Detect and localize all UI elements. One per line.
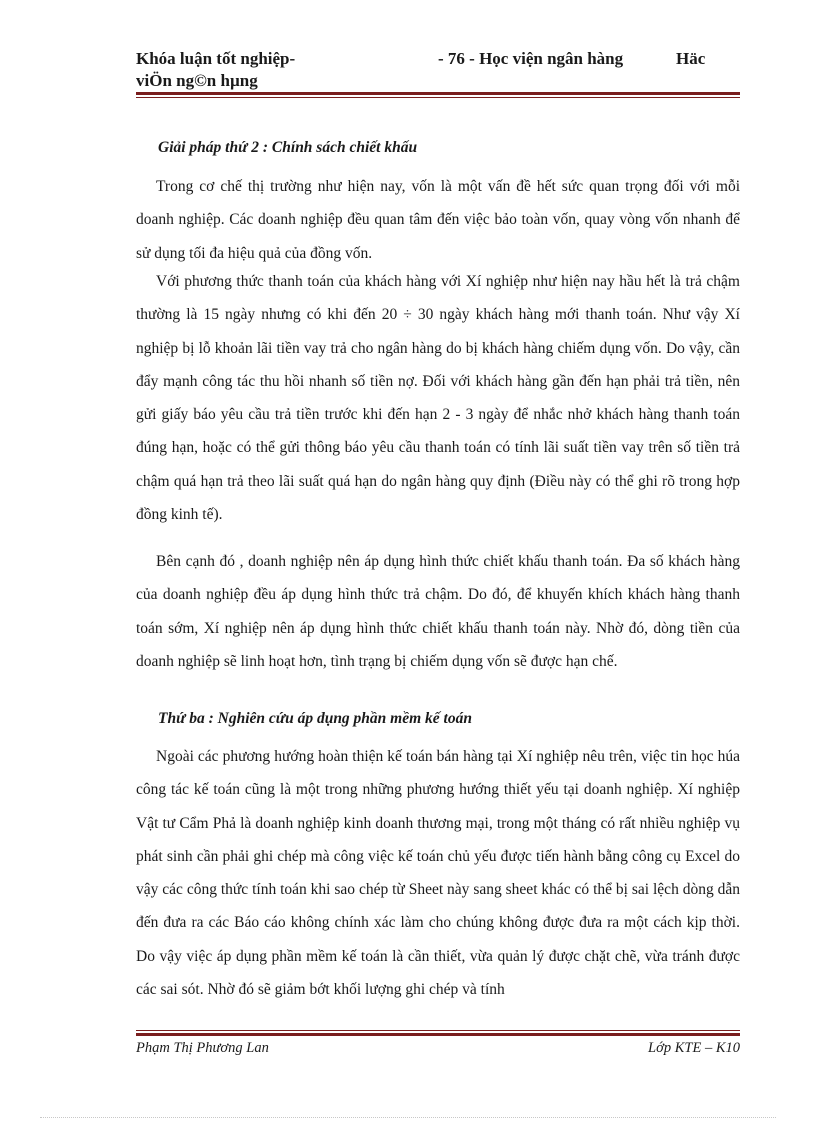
footer-author: Phạm Thị Phương Lan	[136, 1040, 269, 1056]
header-divider	[136, 92, 740, 98]
footer-divider	[136, 1030, 740, 1036]
paragraph-capital-importance: Trong cơ chế thị trường như hiện nay, vốn là một vấn đề hết sức quan trọng đối với mỗi doanh nghiệp. Các doanh nghiệp đều quan tâm đến việc bảo toàn vốn, quay vòng vốn nhanh để sử dụng tối đa hiệu quả của đồng vốn.	[136, 178, 740, 262]
section-heading-discount-policy: Giải pháp thứ 2 : Chính sách chiết khấu	[158, 139, 418, 156]
header-center	[438, 48, 623, 70]
header-academy: Học viện ngân hàng	[479, 49, 624, 68]
page-header	[136, 48, 740, 98]
section-heading-accounting-software: Thứ ba : Nghiên cứu áp dụng phần mềm kế toán	[158, 710, 472, 727]
header-right-text: Häc	[676, 49, 706, 68]
header-left	[136, 48, 295, 92]
paragraph-discount-application: Bên cạnh đó , doanh nghiệp nên áp dụng hình thức chiết khấu thanh toán. Đa số khách hàng của doanh nghiệp đều áp dụng hình thức trả chậm. Do đó, để khuyến khích khách hàng thanh toán sớm, Xí nghiệp nên áp dụng hình thức chiết khấu thanh toán này. Nhờ đó, dòng tiền của doanh nghiệp sẽ linh hoạt hơn, tình trạng bị chiếm dụng vốn sẽ được hạn chế.	[136, 553, 740, 670]
header-institute-garbled: viÖn ng©n hµng	[136, 71, 258, 90]
page-number: - 76 -	[438, 49, 475, 68]
header-thesis-title: Khóa luận tốt nghiệp-	[136, 49, 296, 68]
footer-class: Lớp KTE – K10	[648, 1040, 740, 1056]
page-edge-divider	[40, 1117, 776, 1118]
paragraph-software-adoption: Ngoài các phương hướng hoàn thiện kế toán bán hàng tại Xí nghiệp nêu trên, việc tin học húa công tác kế toán cũng là một trong những phương hướng thiết yếu tại doanh nghiệp. Xí nghiệp Vật tư Cẩm Phả là doanh nghiệp kinh doanh thương mại, trong một tháng có rất nhiều nghiệp vụ phát sinh cần phải ghi chép mà công việc kế toán chủ yếu được tiến hành bằng công cụ Excel do vậy các công thức tính toán khi sao chép từ Sheet này sang sheet khác có thể bị sai lệch dòng dẫn đến đưa ra các Báo cáo không chính xác làm cho chúng không được đưa ra một cách kịp thời. Do vậy việc áp dụng phần mềm kế toán là cần thiết, vừa quản lý được chặt chẽ, vừa tránh được các sai sót. Nhờ đó sẽ giảm bớt khối lượng ghi chép và tính	[136, 748, 740, 999]
paragraph-payment-terms: Với phương thức thanh toán của khách hàng với Xí nghiệp như hiện nay hầu hết là trả chậm thường là 15 ngày nhưng có khi đến 20 ÷ 30 ngày khách hàng mới thanh toán. Như vậy Xí nghiệp bị lỗ khoản lãi tiền vay trả cho ngân hàng do bị khách hàng chiếm dụng vốn. Do vậy, cần đẩy mạnh công tác thu hồi nhanh số tiền nợ. Đối với khách hàng gần đến hạn phải trả tiền, nên gửi giấy báo yêu cầu trả tiền trước khi đến hạn 2 - 3 ngày để nhắc nhở khách hàng thanh toán đúng hạn, hoặc có thể gửi thông báo yêu cầu thanh toán có tính lãi suất tiền vay trên số tiền trả chậm quá hạn trả theo lãi suất quá hạn do ngân hàng quy định (Điều này có thể ghi rõ trong hợp đồng kinh tế).	[136, 273, 740, 524]
